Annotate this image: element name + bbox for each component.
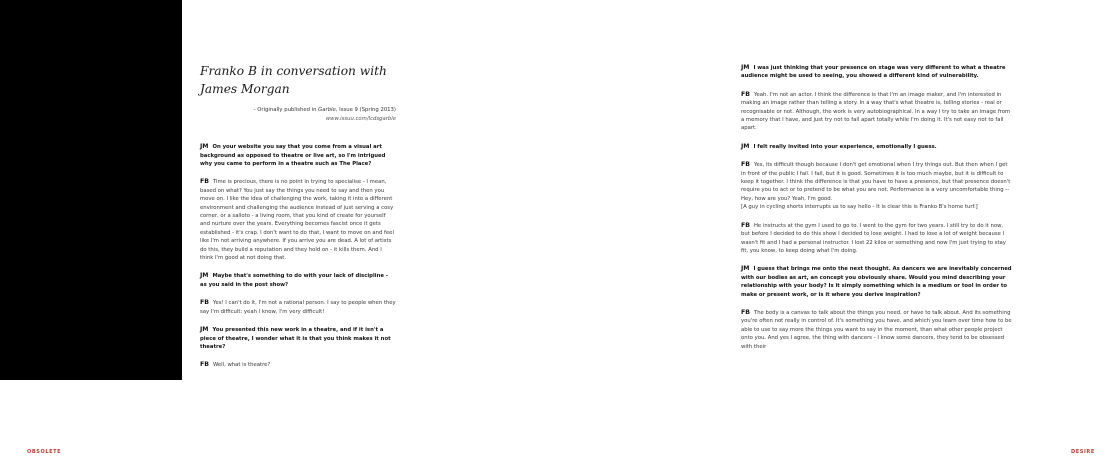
speaker-label: FB: [741, 221, 750, 229]
interview-paragraph: [200, 143, 396, 168]
paragraph-text: Yes, its difficult though because I don't get emotional when I try things out. But then when I get in front of the public I fail. I fail, but it is good. Sometimes it is too much maybe, but it is difficult to keep it together. I think the difference is that you have to have a presence, but that presence doesn't require you to act or to pretend to be what you are not. Performance is a very uncomfortable thing -- Hey, how are you? Yeah, I'm good.: [741, 162, 1011, 202]
interview-paragraph: [741, 64, 1013, 81]
speaker-label: FB: [741, 90, 750, 98]
speaker-label: FB: [741, 308, 750, 316]
paragraph-text: You presented this new work in a theatre, and if it isn't a piece of theatre, I wonder what it is that you think makes it not theatre?: [200, 327, 391, 350]
speaker-label: FB: [200, 361, 209, 369]
paragraph-text: He instructs at the gym I used to go to. I went to the gym for two years. I still try to do it now, but before I decided to do this show I decided to lose weight. I had to lose a lot of weight because I wasn't fit and I had a personal instructor. I lost 22 kilos or something and now I'm just trying to stay fit, you know, to keep doing what I'm doing.: [741, 222, 1006, 254]
interview-paragraph: [741, 91, 1013, 133]
interview-paragraph: [200, 272, 396, 289]
black-panel: [0, 0, 182, 380]
speaker-label: JM: [200, 143, 209, 151]
speaker-label: FB: [200, 299, 209, 307]
interview-paragraph: [200, 361, 396, 369]
speaker-label: JM: [741, 142, 750, 150]
left-column: [200, 62, 396, 380]
aside-note: [A guy in cycling shorts interrupts us to say hello - It is clear this is Franko B's home turf.]: [741, 204, 978, 211]
speaker-label: FB: [200, 178, 209, 186]
interview-paragraph: [200, 299, 396, 316]
paragraph-text: I guess that brings me onto the next thought. As dancers we are inevitably concerned with our bodies as art, an concept you obviously share. Would you mind describing your relationship with your body? Is it simply something which is a medium or tool in order to make or present work, or is it where you derive inspiration?: [741, 266, 1012, 298]
interview-paragraph: [741, 265, 1013, 299]
interview-paragraph: [741, 222, 1013, 256]
paragraph-text: Maybe that's something to do with your lack of discipline - as you said in the post show?: [200, 273, 388, 288]
footer-left-label: OBSOLETE: [27, 449, 62, 455]
credit-publication: Garble: [318, 107, 336, 113]
paragraph-text: I was just thinking that your presence on stage was very different to what a theatre audience might be used to seeing, you showed a different kind of vulnerability.: [741, 65, 1006, 80]
speaker-label: JM: [741, 265, 750, 273]
right-column: [741, 64, 1013, 361]
interview-paragraph: [741, 309, 1013, 351]
paragraph-text: Well, what is theatre?: [212, 362, 271, 369]
interview-paragraph: [200, 326, 396, 351]
credit: [200, 106, 396, 123]
speaker-label: JM: [200, 326, 209, 334]
speaker-label: FB: [741, 161, 750, 169]
paragraph-text: Yes! I can't do it, I'm not a rational person. I say to people when they say I'm difficult: yeah I know, I'm very difficult!: [200, 300, 396, 315]
interview-paragraph: [741, 161, 1013, 211]
paragraph-text: Yeah. I'm not an actor. I think the difference is that I'm an image maker, and I'm interested in making an image rather than telling a story. In a way that's what theatre is, telling stories - real or recognisable or not. Although, the work is very autobiographical. In a way I try to take an image from a memory that I have, and just try not to fall apart totally while I'm doing it. It's not easy not to fall apart.: [741, 91, 1011, 132]
credit-issue: , Issue 9 (Spring 2013): [335, 107, 396, 113]
paragraph-text: The body is a canvas to talk about the things you need, or have to talk about. And its something you're often not really in control of. It's something you have, and which you learn over time how to be able to use to say more the things you want to say in the moment, than what other people project onto you. And yes I agree, the thing with dancers - I know some dancers, they tend to be obsessed with their: [741, 309, 1012, 350]
speaker-label: JM: [741, 64, 750, 71]
article-title: Franko B in conversation with James Morgan: [200, 64, 387, 96]
credit-prefix: - Originally published in: [253, 107, 319, 113]
paragraph-text: Time is precious, there is no point in trying to specialise - I mean, based on what? You just say the things you need to say and then you move on. I like the idea of challenging the work, taking it into a different environment and challenging the audience instead of just serving a cosy corner, or a salloto - a living room, that you kind of create for yourself and nurture over the years. Everything becomes fascist once it gets established - it's crap. I don't want to do that, I want to move on and feel like I'm not arriving anywhere. If you arrive you are dead. A lot of artists do this, they build a reputation and they hold on - it kills them. And I think I'm good at not doing that.: [200, 179, 394, 262]
footer-right-label: DESIRE: [1071, 449, 1095, 455]
paragraph-text: On your website you say that you come from a visual art background as opposed to theatre or live art, so I'm intrigued why you came to perform in a theatre such as The Place?: [200, 144, 386, 167]
speaker-label: JM: [200, 272, 209, 280]
paragraph-text: I felt really invited into your experience, emotionally I guess.: [753, 143, 937, 150]
credit-url[interactable]: www.issuu.com/lcdsgarble: [325, 115, 396, 122]
interview-paragraph: [741, 143, 1013, 151]
interview-paragraph: [200, 178, 396, 262]
